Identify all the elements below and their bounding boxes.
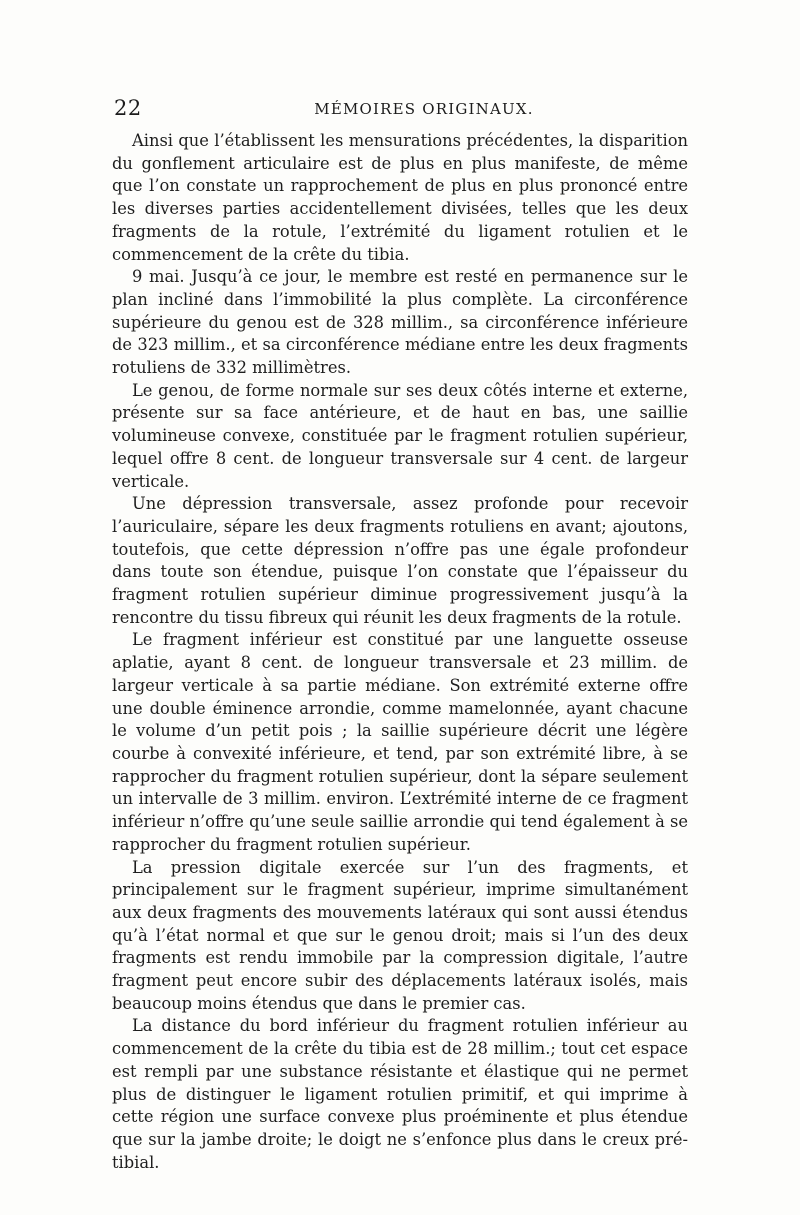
running-title: MÉMOIRES ORIGINAUX. (314, 100, 534, 118)
page-number: 22 (114, 96, 142, 120)
paragraph: Le fragment inférieur est constitué par une languette osseuse aplatie, ayant 8 cent. de longueur transversale et 23 millim. de largeur verticale à sa partie médiane. Son extrémité externe offre une double éminence arrondie, comme mamelonnée, ayant chacune le volume d’un petit pois ; la saillie supérieure décrit une légère courbe à convexité inférieure, et tend, par son extrémité libre, à se rapprocher du fragment rotulien supérieur, dont la sépare seulement un intervalle de 3 millim. environ. L’extrémité interne de ce fragment inférieur n’offre qu’une seule saillie arrondie qui tend également à se rapprocher du fragment rotulien supérieur. (112, 630, 688, 854)
paragraph: Une dépression transversale, assez profonde pour recevoir l’auriculaire, sépare les deux fragments rotuliens en avant; ajoutons, toutefois, que cette dépression n’offre pas une égale profondeur dans toute son étendue, puisque l’on constate que l’épaisseur du fragment rotulien supérieur diminue progressivement jusqu’à la rencontre du tissu fibreux qui réunit les deux fragments de la rotule. (112, 494, 688, 627)
paragraph: Le genou, de forme normale sur ses deux côtés interne et externe, présente sur sa face antérieure, et de haut en bas, une saillie volumineuse convexe, constituée par le fragment rotulien supérieur, lequel offre 8 cent. de longueur transversale sur 4 cent. de largeur verticale. (112, 380, 688, 491)
body-text (112, 130, 688, 1174)
paragraph: Ainsi que l’établissent les mensurations précédentes, la disparition du gonflement articulaire est de plus en plus manifeste, de même que l’on constate un rapprochement de plus en plus prononcé entre les diverses parties accidentellement divisées, telles que les deux fragments de la rotule, l’extrémité du ligament rotulien et le commencement de la crête du tibia. (112, 131, 688, 264)
paragraph: 9 mai. Jusqu’à ce jour, le membre est resté en permanence sur le plan incliné dans l’immobilité la plus complète. La circonférence supérieure du genou est de 328 millim., sa circonférence inférieure de 323 millim., et sa circonférence médiane entre les deux fragments rotuliens de 332 millimètres. (112, 267, 688, 378)
page-header (114, 96, 694, 126)
paragraph: La pression digitale exercée sur l’un des fragments, et principalement sur le fragment supérieur, imprime simultanément aux deux fragments des mouvements latéraux qui sont aussi étendus qu’à l’état normal et que sur le genou droit; mais si l’un des deux fragments est rendu immobile par la compression digitale, l’autre fragment peut encore subir des déplacements latéraux isolés, mais beaucoup moins étendus que dans le premier cas. (112, 857, 688, 1013)
paragraph: La distance du bord inférieur du fragment rotulien inférieur au commencement de la crête du tibia est de 28 millim.; tout cet espace est rempli par une substance résistante et élastique qui ne permet plus de distinguer le ligament rotulien primitif, et qui imprime à cette région une surface convexe plus proéminente et plus étendue que sur la jambe droite; le doigt ne s’enfonce plus dans le creux pré-tibial. (112, 1016, 688, 1172)
